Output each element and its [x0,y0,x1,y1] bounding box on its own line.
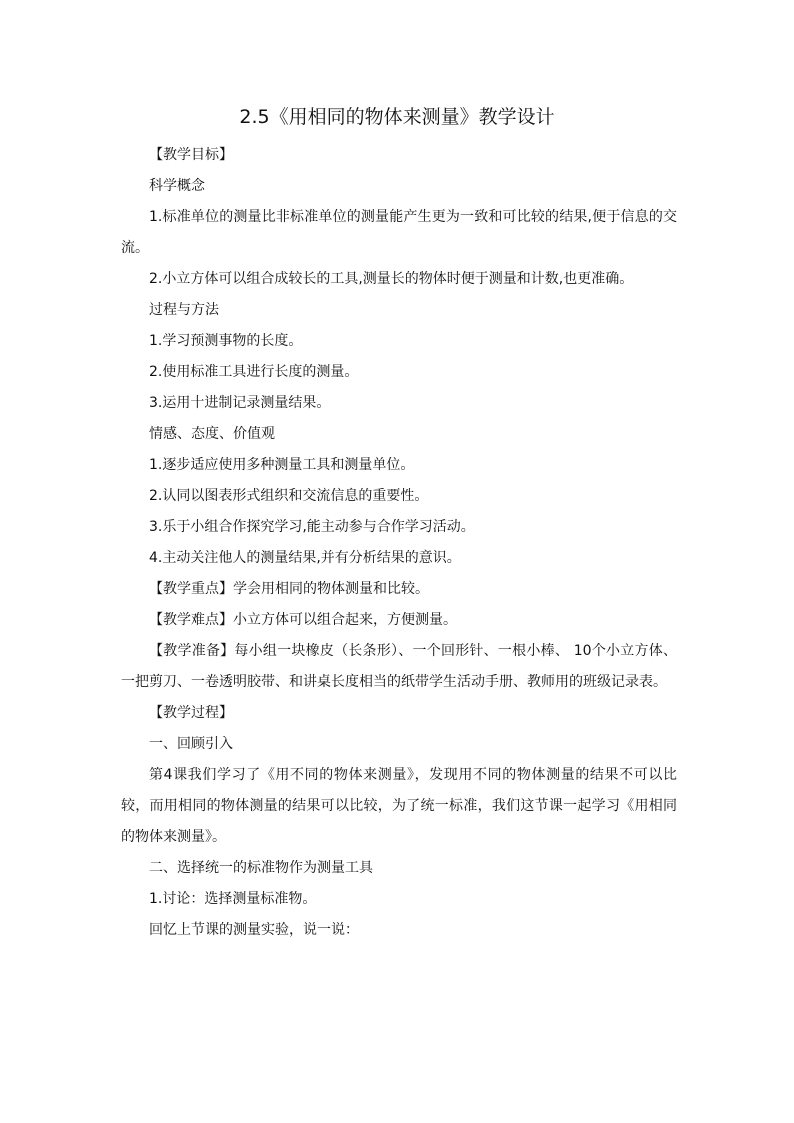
subheading-science-concepts: 科学概念 [149,178,205,194]
paragraph: 1.讨论：选择测量标准物。 [149,891,317,907]
document-body [121,140,677,946]
paragraph: 第4课我们学习了《用不同的物体来测量》，发现用不同的物体测量的结果不可以比较，而用相同的物体测量的结果可以比较，为了统一标准，我们这节课一起学习《用相同的物体来测量》。 [121,767,677,845]
subheading-choose-standard: 二、选择统一的标准物作为测量工具 [149,860,373,876]
paragraph: 1.学习预测事物的长度。 [149,333,303,349]
paragraph: 1.标准单位的测量比非标准单位的测量能产生更为一致和可比较的结果,便于信息的交流。 [121,209,677,256]
paragraph: 3.乐于小组合作探究学习,能主动参与合作学习活动。 [149,519,475,535]
paragraph: 2.认同以图表形式组织和交流信息的重要性。 [149,488,429,504]
paragraph: 3.运用十进制记录测量结果。 [149,395,331,411]
subheading-process-methods: 过程与方法 [149,302,219,318]
paragraph: 1.逐步适应使用多种测量工具和测量单位。 [149,457,415,473]
paragraph: 2.使用标准工具进行长度的测量。 [149,364,359,380]
paragraph-difficulties: 【教学难点】小立方体可以组合起来，方便测量。 [149,612,457,628]
section-heading-process: 【教学过程】 [149,705,233,721]
paragraph: 回忆上节课的测量实验，说一说： [149,922,359,938]
document-title: 2.5《用相同的物体来测量》教学设计 [239,106,555,128]
paragraph-key-points: 【教学重点】学会用相同的物体测量和比较。 [149,581,429,597]
subheading-attitudes-values: 情感、态度、价值观 [149,426,275,442]
paragraph-preparation: 【教学准备】每小组一块橡皮（长条形）、一个回形针、一根小棒、 10个小立方体、一把剪刀、一卷透明胶带、和讲桌长度相当的纸带学生活动手册、教师用的班级记录表。 [121,643,677,690]
paragraph: 4.主动关注他人的测量结果,并有分析结果的意识。 [149,550,461,566]
subheading-review-intro: 一、回顾引入 [149,736,233,752]
paragraph: 2.小立方体可以组合成较长的工具,测量长的物体时便于测量和计数,也更准确。 [149,271,634,287]
section-heading-objectives: 【教学目标】 [149,147,233,163]
